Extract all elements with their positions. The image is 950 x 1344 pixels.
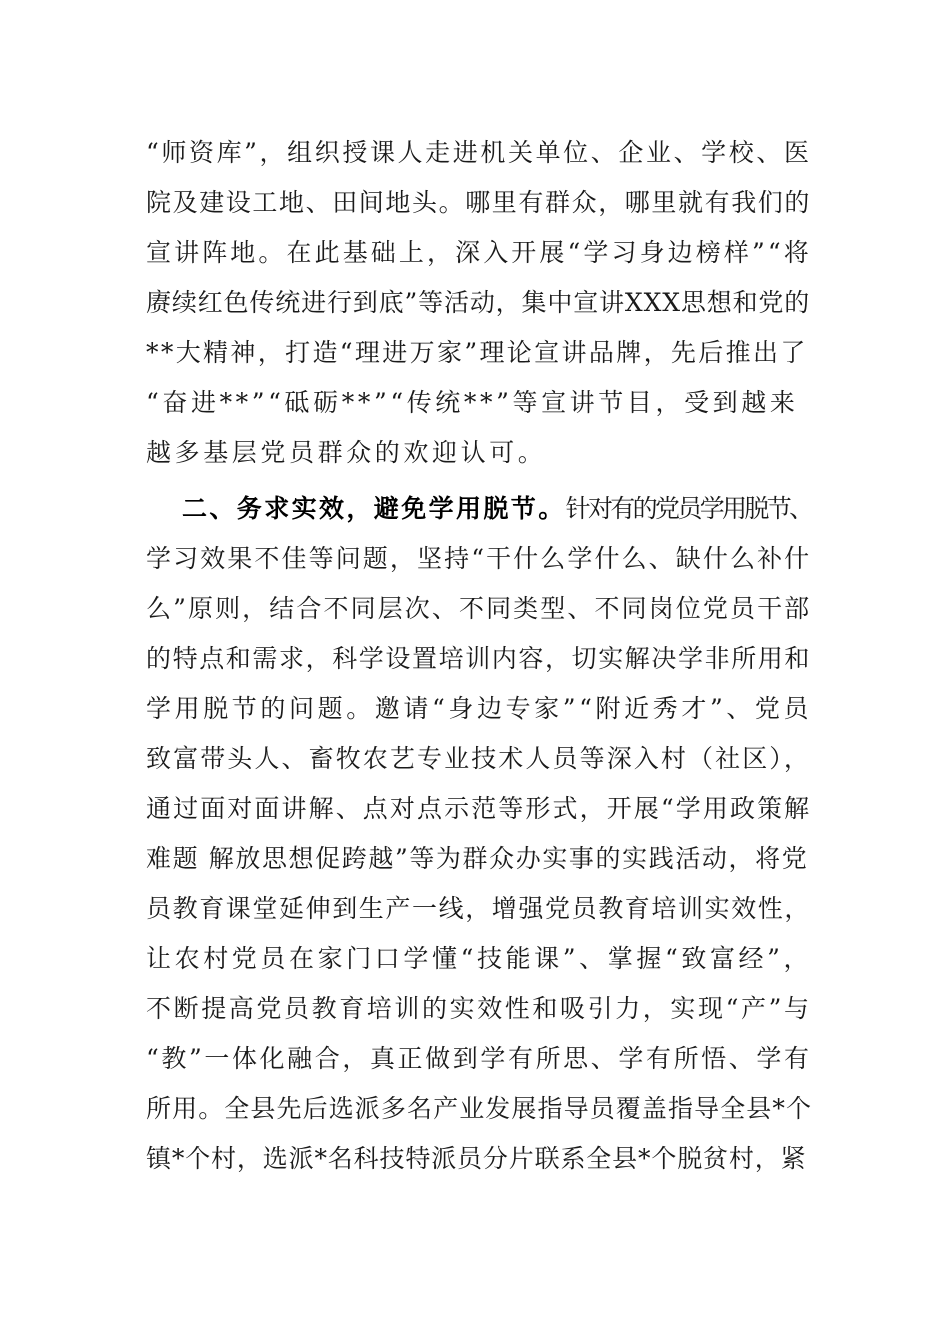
section-first-line-text: 针对有的党员学用脱节、 bbox=[565, 494, 812, 523]
text-line: “教”一体化融合，真正做到学有所思、学有所悟、学有 bbox=[146, 1044, 812, 1073]
text-line: 员教育课堂延伸到生产一线，增强党员教育培训实效性， bbox=[146, 894, 812, 923]
text-line: 所用。全县先后选派多名产业发展指导员覆盖指导全县*个 bbox=[146, 1094, 813, 1123]
text-line: 赓续红色传统进行到底”等活动，集中宣讲XXX思想和党的 bbox=[146, 288, 811, 317]
text-line: 让农村党员在家门口学懂“技能课”、掌握“致富经”， bbox=[146, 944, 813, 973]
text-line: 学用脱节的问题。邀请“身边专家”“附近秀才”、党员 bbox=[146, 694, 813, 723]
text-line: 院及建设工地、田间地头。哪里有群众，哪里就有我们的 bbox=[146, 188, 812, 217]
section-first-line bbox=[182, 484, 811, 534]
text-line: **大精神，打造“理进万家”理论宣讲品牌，先后推出了 bbox=[146, 338, 808, 367]
text-line: 学习效果不佳等问题，坚持“干什么学什么、缺什么补什 bbox=[146, 544, 812, 573]
section-heading: 二、务求实效，避免学用脱节。 bbox=[182, 494, 566, 523]
text-line: 越多基层党员群众的欢迎认可。 bbox=[146, 438, 547, 467]
text-line: 宣讲阵地。在此基础上，深入开展“学习身边榜样”“将 bbox=[146, 238, 812, 267]
text-line: 致富带头人、畜牧农艺专业技术人员等深入村（社区）， bbox=[146, 744, 812, 773]
text-line: “奋进**”“砥砺**”“传统**”等宣讲节目，受到越来 bbox=[146, 388, 799, 417]
text-line: 通过面对面讲解、点对点示范等形式，开展“学用政策解 bbox=[146, 794, 812, 823]
text-line: 的特点和需求，科学设置培训内容，切实解决学非所用和 bbox=[146, 644, 812, 673]
text-line: 难题 解放思想促跨越”等为群众办实事的实践活动，将党 bbox=[146, 844, 809, 873]
text-line: 么”原则，结合不同层次、不同类型、不同岗位党员干部 bbox=[146, 594, 812, 623]
text-line: 不断提高党员教育培训的实效性和吸引力，实现“产”与 bbox=[146, 994, 812, 1023]
text-line: 镇*个村，选派*名科技特派员分片联系全县*个脱贫村，紧 bbox=[146, 1144, 807, 1173]
text-line: “师资库”，组织授课人走进机关单位、企业、学校、医 bbox=[146, 138, 812, 167]
